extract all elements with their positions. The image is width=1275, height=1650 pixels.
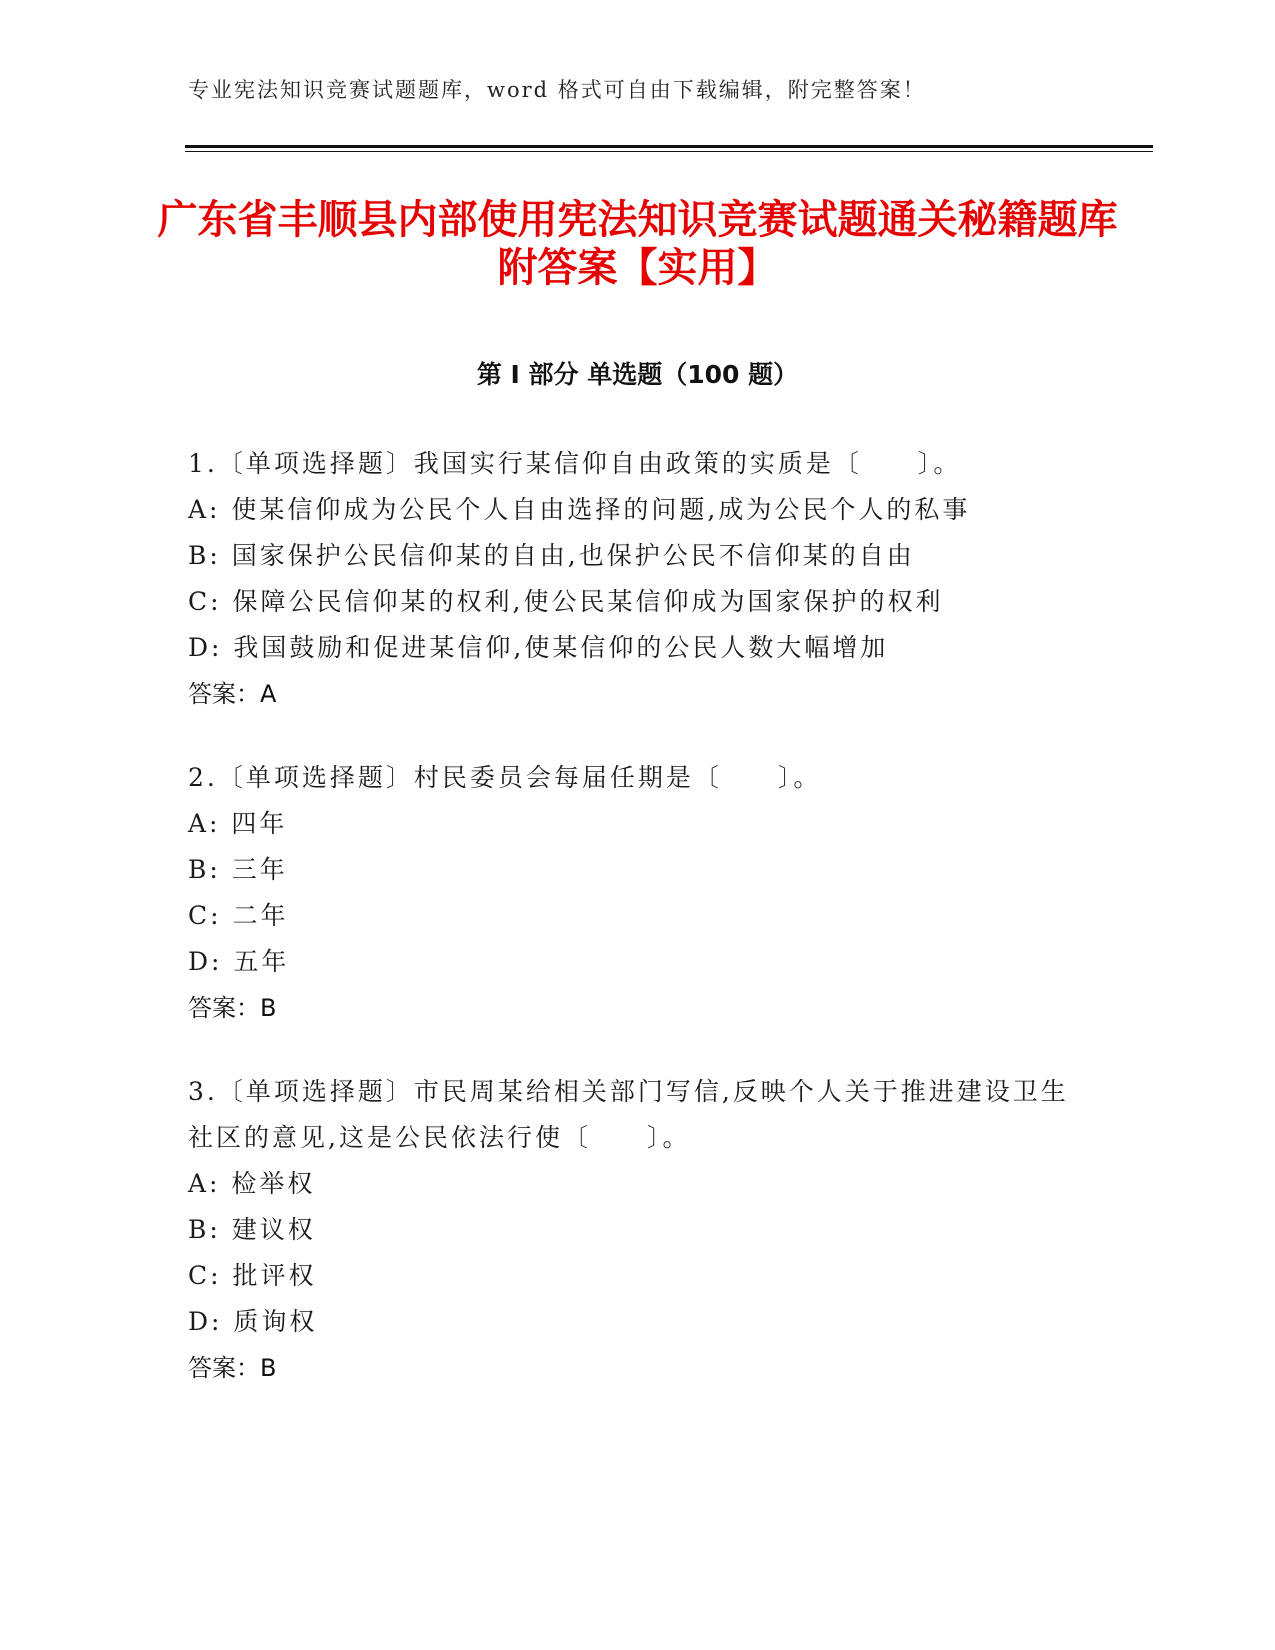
option-a: A: 使某信仰成为公民个人自由选择的问题,成为公民个人的私事: [188, 495, 971, 524]
option-b: B: 建议权: [188, 1215, 316, 1244]
question-1: [188, 441, 1088, 717]
section-heading: 第 I 部分 单选题（100 题）: [476, 360, 799, 389]
option-d: D: 我国鼓励和促进某信仰,使某信仰的公民人数大幅增加: [188, 633, 889, 662]
option-c: C: 二年: [188, 901, 289, 930]
option-a: A: 四年: [188, 809, 288, 838]
option-c: C: 批评权: [188, 1261, 317, 1290]
header-note: 专业宪法知识竞赛试题题库，word 格式可自由下载编辑，附完整答案！: [188, 78, 926, 102]
option-b: B: 国家保护公民信仰某的自由,也保护公民不信仰某的自由: [188, 541, 915, 570]
header-rule-thick: [185, 145, 1153, 148]
option-d: D: 质询权: [188, 1307, 318, 1336]
answer-line: 答案：B: [188, 1354, 277, 1382]
option-a: A: 检举权: [188, 1169, 316, 1198]
question-stem: 1.〔单项选择题〕我国实行某信仰自由政策的实质是〔 〕。: [188, 449, 962, 478]
option-c: C: 保障公民信仰某的权利,使公民某信仰成为国家保护的权利: [188, 587, 944, 616]
question-2: [188, 755, 1088, 1031]
answer-line: 答案：A: [188, 680, 277, 708]
question-stem: 3.〔单项选择题〕市民周某给相关部门写信,反映个人关于推进建设卫生社区的意见,这是公民依法行使〔 〕。: [188, 1077, 1069, 1152]
answer-line: 答案：B: [188, 994, 277, 1022]
option-b: B: 三年: [188, 855, 288, 884]
document-title: 广东省丰顺县内部使用宪法知识竞赛试题通关秘籍题库附答案【实用】: [157, 197, 1118, 291]
header-rule-thin: [185, 151, 1153, 152]
question-3: [188, 1069, 1088, 1391]
option-d: D: 五年: [188, 947, 290, 976]
question-list: [188, 441, 1088, 1429]
question-stem: 2.〔单项选择题〕村民委员会每届任期是〔 〕。: [188, 763, 822, 792]
